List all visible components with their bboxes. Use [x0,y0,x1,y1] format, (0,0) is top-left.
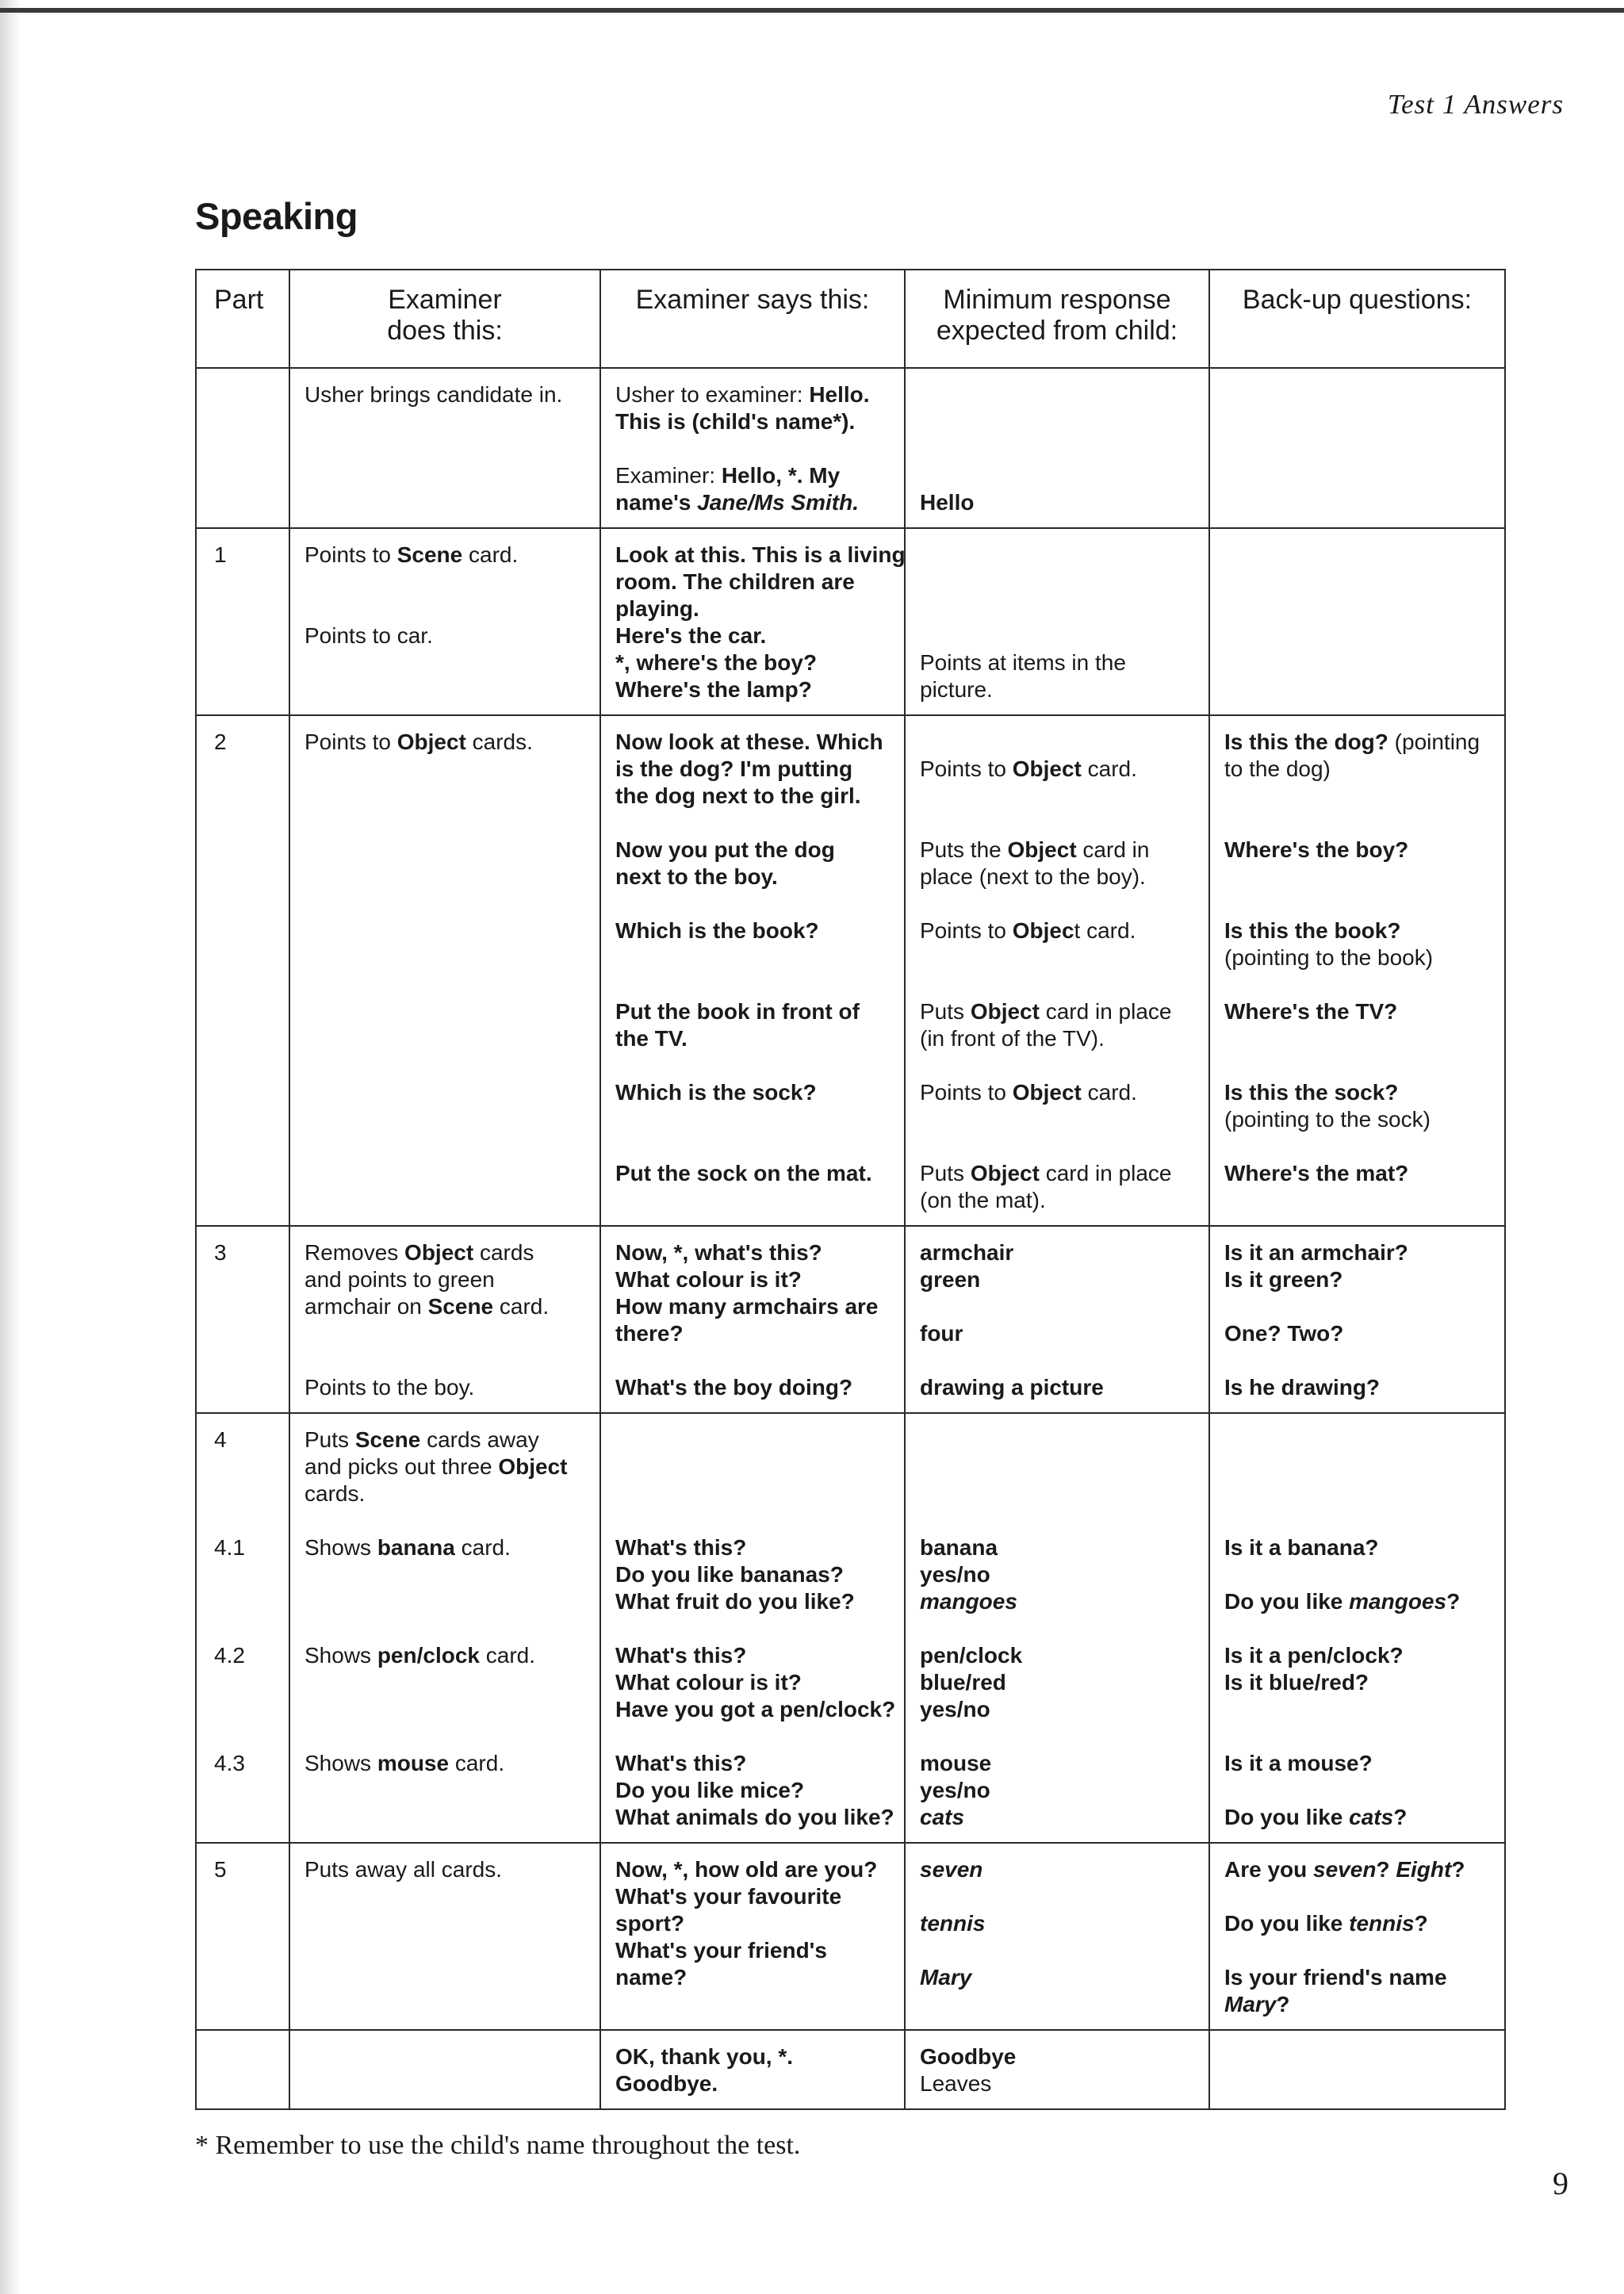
minimum-response-cell: armchair green four drawing a picture [905,1226,1209,1413]
minimum-response-cell: Points to Object card. Puts the Object card in place (next to the boy). Points to Object card. Puts Object card in place (in front of the TV). Points to Object card. Puts Object card in place (on the mat). [905,715,1209,1226]
speaking-answers-table [195,269,1506,2110]
minimum-response-cell: Goodbye Leaves [905,2030,1209,2109]
part-cell: 2 [196,715,289,1226]
column-header-examiner-says: Examiner says this: [600,270,905,368]
section-title: Speaking [195,195,358,237]
table-row [196,368,1505,528]
examiner-does-cell: Usher brings candidate in. [289,368,600,528]
column-header-examiner-does: Examiner does this: [289,270,600,368]
part-cell: 5 [196,1843,289,2030]
page-left-edge-shadow [0,0,21,2294]
examiner-does-cell: Points to Object cards. [289,715,600,1226]
examiner-says-cell: Usher to examiner: Hello. This is (child's name*). Examiner: Hello, *. My name's Jane/Ms Smith. [600,368,905,528]
examiner-does-cell: Puts away all cards. [289,1843,600,2030]
table-row [196,1843,1505,2030]
backup-questions-cell: Are you seven? Eight? Do you like tennis? Is your friend's name Mary? [1209,1843,1505,2030]
backup-questions-cell: Is it an armchair? Is it green? One? Two? Is he drawing? [1209,1226,1505,1413]
examiner-says-cell: Now, *, how old are you? What's your favourite sport? What's your friend's name? [600,1843,905,2030]
running-head: Test 1 Answers [1387,89,1564,120]
part-cell [196,2030,289,2109]
minimum-response-cell: Hello [905,368,1209,528]
backup-questions-cell [1209,368,1505,528]
page-number: 9 [1553,2166,1568,2201]
examiner-says-cell: Look at this. This is a living room. The children are playing. Here's the car. *, where's the boy? Where's the lamp? [600,528,905,715]
examiner-does-cell: Removes Object cards and points to green armchair on Scene card. Points to the boy. [289,1226,600,1413]
examiner-says-cell: OK, thank you, *. Goodbye. [600,2030,905,2109]
minimum-response-cell: banana yes/no mangoes pen/clock blue/red yes/no mouse yes/no cats [905,1413,1209,1843]
part-cell [196,368,289,528]
examiner-does-cell [289,2030,600,2109]
minimum-response-cell: seven tennis Mary [905,1843,1209,2030]
table-header-row [196,270,1505,368]
table-row [196,2030,1505,2109]
part-cell: 4 4.1 4.2 4.3 [196,1413,289,1843]
examiner-says-cell: Now, *, what's this? What colour is it? How many armchairs are there? What's the boy doing? [600,1226,905,1413]
table-row [196,1226,1505,1413]
examiner-does-cell: Points to Scene card. Points to car. [289,528,600,715]
page-top-rule [0,8,1624,13]
part-cell: 1 [196,528,289,715]
backup-questions-cell: Is this the dog? (pointing to the dog) Where's the boy? Is this the book? (pointing to the book) Where's the TV? Is this the sock? (pointing to the sock) Where's the mat? [1209,715,1505,1226]
backup-questions-cell: Is it a banana? Do you like mangoes? Is it a pen/clock? Is it blue/red? Is it a mouse? Do you like cats? [1209,1413,1505,1843]
backup-questions-cell [1209,2030,1505,2109]
part-cell: 3 [196,1226,289,1413]
table-row [196,715,1505,1226]
table-row [196,1413,1505,1843]
column-header-minimum-response: Minimum response expected from child: [905,270,1209,368]
examiner-does-cell: Puts Scene cards away and picks out three Object cards. Shows banana card. Shows pen/clock card. Shows mouse card. [289,1413,600,1843]
backup-questions-cell [1209,528,1505,715]
column-header-backup-questions: Back-up questions: [1209,270,1505,368]
minimum-response-cell: Points at items in the picture. [905,528,1209,715]
examiner-says-cell: Now look at these. Which is the dog? I'm putting the dog next to the girl. Now you put the dog next to the boy. Which is the book? Put the book in front of the TV. Which is the sock? Put the sock on the mat. [600,715,905,1226]
table-row [196,528,1505,715]
examiner-says-cell: What's this? Do you like bananas? What fruit do you like? What's this? What colour is it? Have you got a pen/clock? What's this? Do you like mice? What animals do you like? [600,1413,905,1843]
footnote: * Remember to use the child's name throughout the test. [195,2131,801,2160]
column-header-part: Part [196,270,289,368]
